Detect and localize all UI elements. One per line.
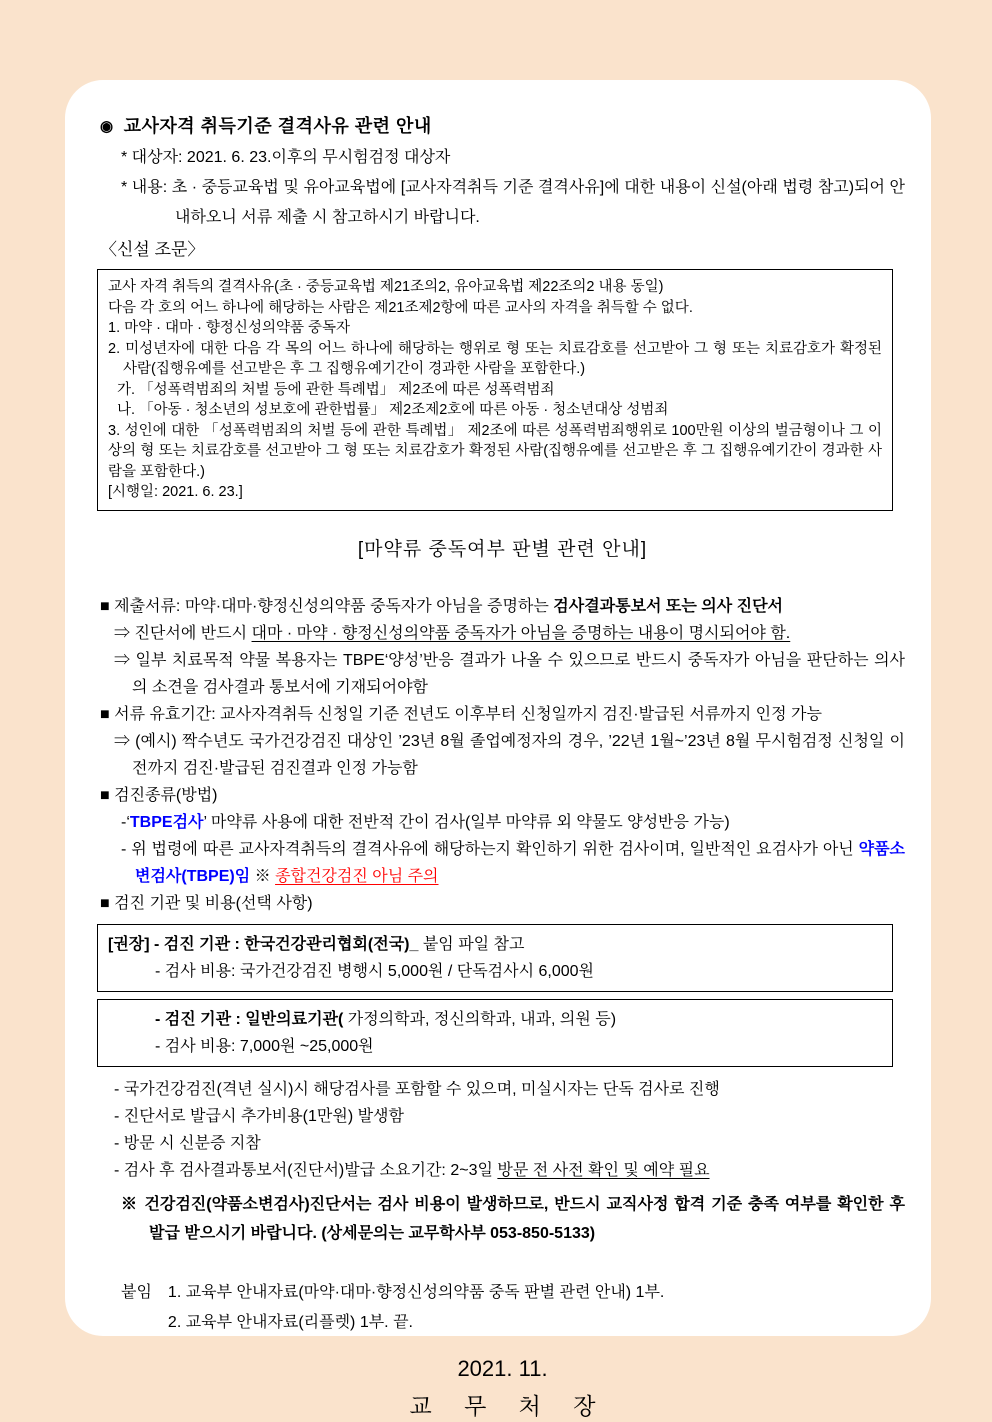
content-line: * 내용: 초 · 중등교육법 및 유아교육법에 [교사자격취득 기준 결격사유]에 대한 내용이 신설(아래 법령 참고)되어 안내하오니 서류 제출 시 참고하시기 바랍니다.: [121, 179, 905, 226]
test-purpose-mid: ※: [250, 867, 276, 885]
law-line: 나. 「아동 · 청소년의 성보호에 관한법률」 제2조제2호에 따른 아동 · 청소년대상 성범죄: [117, 402, 669, 418]
tbpe-test-name: TBPE검사: [129, 813, 204, 831]
note-line: - 국가건강검진(격년 실시)시 해당검사를 포함할 수 있으며, 미실시자는 단독 검사로 진행: [114, 1080, 720, 1098]
target-line: * 대상자: 2021. 6. 23.이후의 무시험검정 대상자: [121, 149, 451, 166]
law-line: 3. 성인에 대한 「성폭력범죄의 처벌 등에 관한 특례법」 제2조에 따른 성폭력범죄행위로 100만원 이상의 벌금형이나 그 이상의 형 또는 치료감호를 선고받아 그 형 또는 치료감호가 확정된 사람(집행유예를 선고받은 후 그 집행유예기간이 경과한 사람을 포함한다.): [108, 422, 882, 480]
notice-title: [100, 110, 905, 143]
attachments-block: [121, 1278, 905, 1338]
diagnosis-note-underline: 대마 · 마약 · 향정신성의약품 중독자가 아님을 증명하는 내용이 명시되어야 함.: [251, 624, 791, 642]
urine-test-name: 약품소변검사(TBPE)임: [135, 840, 905, 885]
method-header: ■ 검진종류(방법): [100, 786, 218, 804]
test-purpose-pre: - 위 법령에 따른 교사자격취득의 결격사유에 해당하는지 확인하기 위한 검사이며, 일반적인 요검사가 아닌: [121, 840, 859, 858]
tbpe-positive-note-line: ⇒ 일부 치료목적 약물 복용자는 TBPE‘양성’반응 결과가 나올 수 있으므로 반드시 중독자가 아님을 판단하는 의사의 소견을 검사결과 통보서에 기재되어야함: [114, 651, 905, 696]
fee-recommended-org-bold: [권장] - 검진 기관 : 한국건강관리협회(전국)_: [108, 935, 419, 953]
law-line: 2. 미성년자에 대한 다음 각 목의 어느 하나에 해당하는 행위로 형 또는 치료감호를 선고받아 그 형 또는 치료감호가 확정된 사람(집행유예를 선고받은 후 그 집행유예기간이 경과한 사람을 포함한다.): [108, 340, 882, 377]
law-line: 다음 각 호의 어느 하나에 해당하는 사람은 제21조제2항에 따른 교사의 자격을 취득할 수 없다.: [108, 299, 693, 316]
attachment-item: 1. 교육부 안내자료(마약·대마·향정신성의약품 중독 판별 관련 안내) 1부.: [167, 1283, 665, 1301]
notes-list: [100, 1076, 905, 1248]
law-line: 1. 마약 · 대마 · 향정신성의약품 중독자: [108, 320, 351, 336]
tbpe-test-post: ’ 마약류 사용에 대한 전반적 간이 검사(일부 마약류 외 약물도 양성반응 가능): [203, 813, 730, 831]
note-line: - 진단서로 발급시 추가비용(1만원) 발생함: [114, 1107, 404, 1125]
validity-example-line: ⇒ (예시) 짝수년도 국가건강검진 대상인 ’23년 8월 졸업예정자의 경우, ’22년 1월~’23년 8월 무시험검정 신청일 이전까지 검진·발급된 검진결과 인정 가능함: [114, 732, 905, 777]
fee-general-org-bold: - 검진 기관 : 일반의료기관(: [155, 1010, 344, 1028]
fee-box-recommended: [97, 924, 893, 992]
test-purpose-line: [121, 836, 905, 890]
attachments-items: [168, 1278, 664, 1338]
note-issuance-pre: - 검사 후 검사결과통보서(진단서)발급 소요기간: 2~3일: [114, 1161, 498, 1179]
fee-recommended-org-line: [108, 931, 882, 958]
drug-section-heading: [마약류 중독여부 판별 관련 안내]: [357, 538, 648, 560]
fisheye-bullet-icon: ◉: [100, 118, 114, 135]
law-effective-date: [시행일: 2021. 6. 23.]: [108, 484, 243, 500]
note-line: - 방문 시 신분증 지참: [114, 1134, 261, 1152]
fee-recommended-org-rest: 붙임 파일 참고: [418, 935, 525, 953]
law-quote-box: [97, 269, 893, 511]
note-line-issuance: [114, 1157, 905, 1184]
law-line: 가. 「성폭력범죄의 처벌 등에 관한 특례법」 제2조에 따른 성폭력범죄: [117, 381, 555, 398]
attachment-item: 2. 교육부 안내자료(리플렛) 1부. 끝.: [167, 1313, 413, 1331]
submission-docs-bold: 검사결과통보서 또는 의사 진단서: [553, 597, 784, 615]
fee-general-org-rest: 가정의학과, 정신의학과, 내과, 의원 등): [343, 1010, 617, 1028]
new-clause-label: 〈신설 조문〉: [100, 240, 205, 259]
notice-title-text: 교사자격 취득기준 결격사유 관련 안내: [123, 116, 432, 136]
fee-recommended-cost-line: - 검사 비용: 국가건강검진 병행시 5,000원 / 단독검사시 6,000원: [155, 962, 594, 980]
diagnosis-note-line: [114, 620, 905, 647]
validity-line: ■ 서류 유효기간: 교사자격취득 신청일 기준 전년도 이후부터 신청일까지 검진·발급된 서류까지 인정 가능: [100, 705, 822, 723]
org-cost-header: ■ 검진 기관 및 비용(선택 사항): [100, 894, 313, 912]
fee-general-org-line: [155, 1006, 882, 1033]
tbpe-test-line: [121, 809, 905, 836]
attachments-label: 붙임: [121, 1283, 152, 1301]
fee-box-general: [97, 999, 893, 1067]
not-general-checkup-warning: 종합건강검진 아님 주의: [275, 867, 439, 885]
cost-warning: ※ 건강검진(약품소변검사)진단서는 검사 비용이 발생하므로, 반드시 교직사정 합격 기준 충족 여부를 확인한 후 발급 받으시기 바랍니다. (상세문의는 교무학사부 053-850-5133): [121, 1195, 905, 1242]
diagnosis-note-pre: ⇒ 진단서에 반드시: [114, 624, 252, 642]
fee-general-cost-line: - 검사 비용: 7,000원 ~25,000원: [155, 1037, 374, 1055]
submission-docs-text: ■ 제출서류: 마약·대마·향정신성의약품 중독자가 아님을 증명하는: [100, 597, 554, 615]
footer-signer: 교 무 처 장: [409, 1392, 609, 1419]
footer-date: 2021. 11.: [457, 1355, 548, 1381]
law-line: 교사 자격 취득의 결격사유(초 · 중등교육법 제21조의2, 유아교육법 제22조의2 내용 동일): [108, 279, 664, 295]
note-issuance-underline: 방문 전 사전 확인 및 예약 필요: [497, 1161, 710, 1179]
submission-docs-line: [100, 593, 905, 620]
notice-card: [65, 80, 931, 1419]
tbpe-test-pre: -‘: [121, 813, 130, 831]
